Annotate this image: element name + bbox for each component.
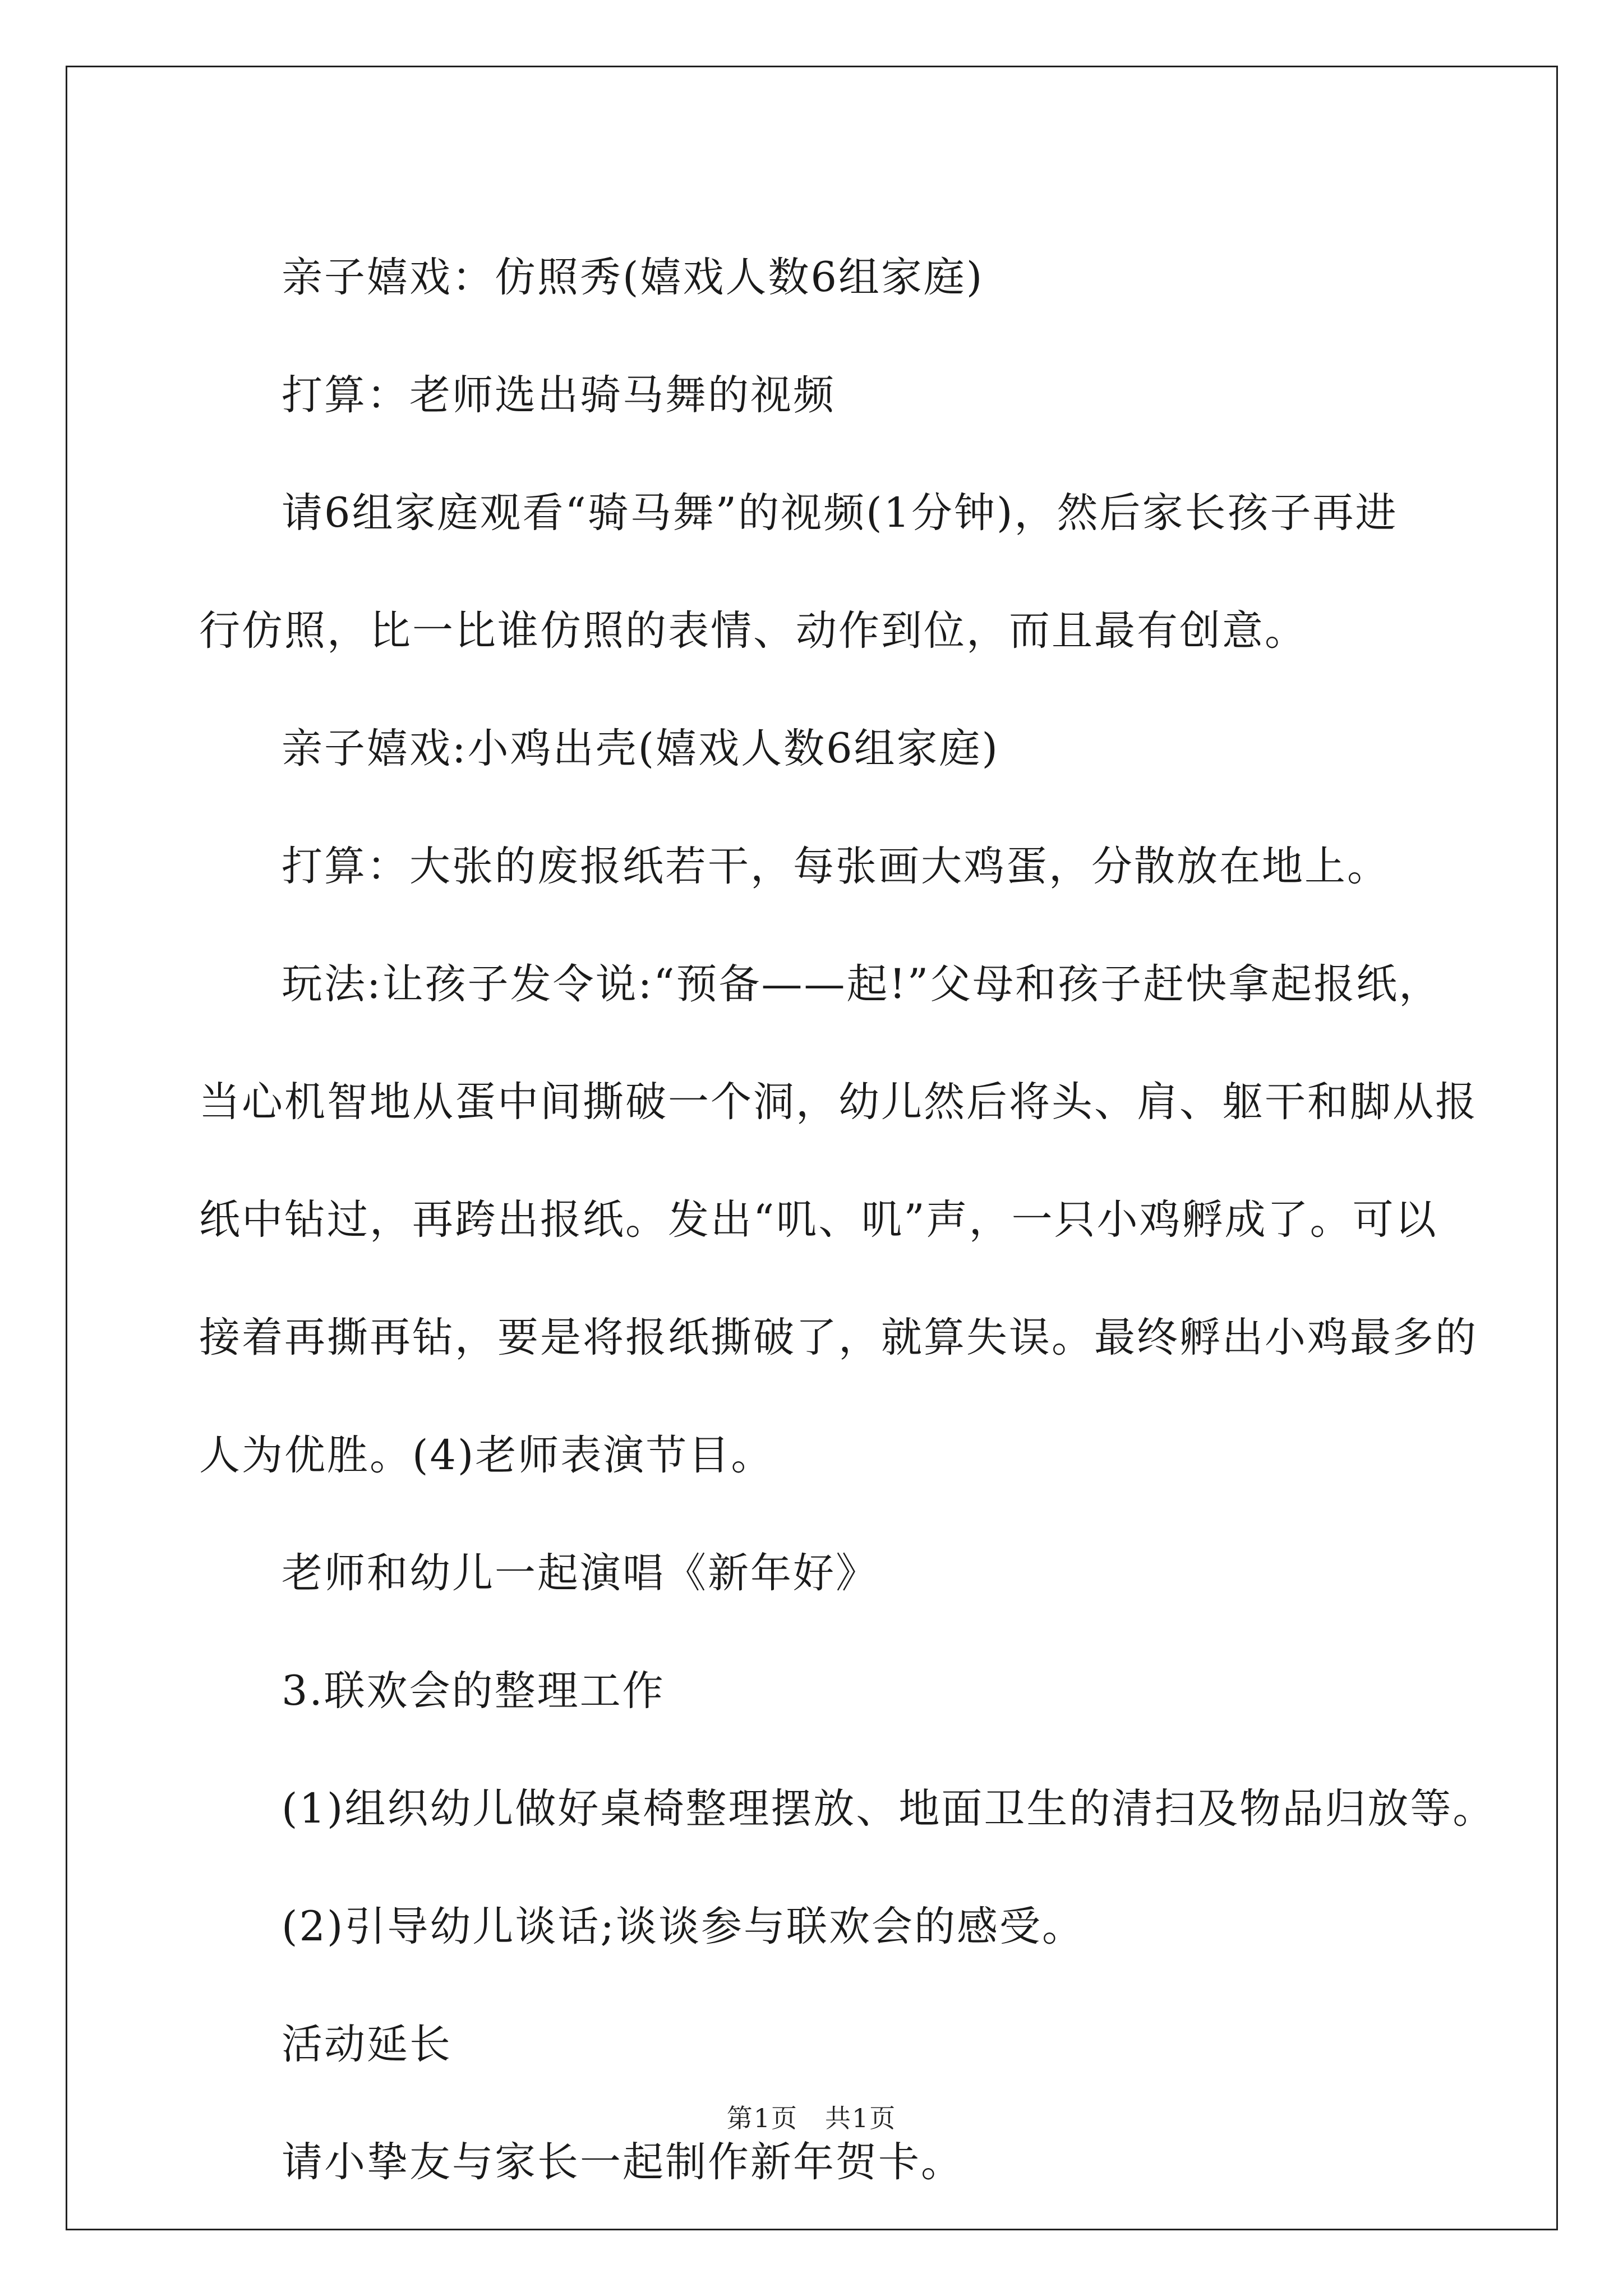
text-line: 人为优胜。(4)老师表演节目。 [199,1432,774,1479]
text-line: 当心机智地从蛋中间撕破一个洞，幼儿然后将头、肩、躯干和脚从报 [199,1078,1478,1126]
text-line: (2)引导幼儿谈话;谈谈参与联欢会的感受。 [282,1903,1085,1950]
text-line: 老师和幼儿一起演唱《新年好》 [282,1549,878,1597]
text-line: 行仿照，比一比谁仿照的表情、动作到位，而且最有创意。 [199,607,1307,655]
paragraph-2 [199,337,1455,454]
text-line: 玩法:让孩子发令说:“预备——起!”父母和孩子赶快拿起报纸， [282,960,1442,1008]
text-line: 接着再撕再钻，要是将报纸撕破了，就算失误。最终孵出小鸡最多的 [199,1314,1478,1361]
paragraph-6 [199,926,1478,1515]
paragraph-10 [199,1868,1455,1986]
section-heading: 活动延长 [282,2021,452,2068]
text-line: 请小挚友与家长一起制作新年贺卡。 [282,2138,963,2186]
document-body [199,219,1496,2221]
paragraph-9 [199,1750,1496,1868]
paragraph-3 [199,454,1455,690]
paragraph-5 [199,808,1455,926]
text-line: 请6组家庭观看“骑马舞”的视频(1分钟)，然后家长孩子再进 [282,489,1398,537]
text-line: (1)组织幼儿做好桌椅整理摆放、地面卫生的清扫及物品归放等。 [282,1785,1496,1833]
text-line: 亲子嬉戏:小鸡出壳(嬉戏人数6组家庭) [282,725,999,772]
text-line: 纸中钻过，再跨出报纸。发出“叽、叽”声，一只小鸡孵成了。可以 [199,1196,1438,1244]
paragraph-7 [199,1515,1455,1632]
paragraph-4 [199,690,1455,808]
text-line: 打算：大张的废报纸若干，每张画大鸡蛋，分散放在地上。 [282,843,1390,890]
paragraph-11 [199,1986,1455,2104]
section-heading: 3.联欢会的整理工作 [282,1667,665,1715]
text-line: 打算：老师选出骑马舞的视频 [282,371,836,419]
page-footer: 第1页 共1页 [726,2103,897,2133]
text-line: 亲子嬉戏：仿照秀(嬉戏人数6组家庭) [282,254,984,301]
paragraph-8 [199,1632,1455,1750]
paragraph-1 [199,219,1455,337]
